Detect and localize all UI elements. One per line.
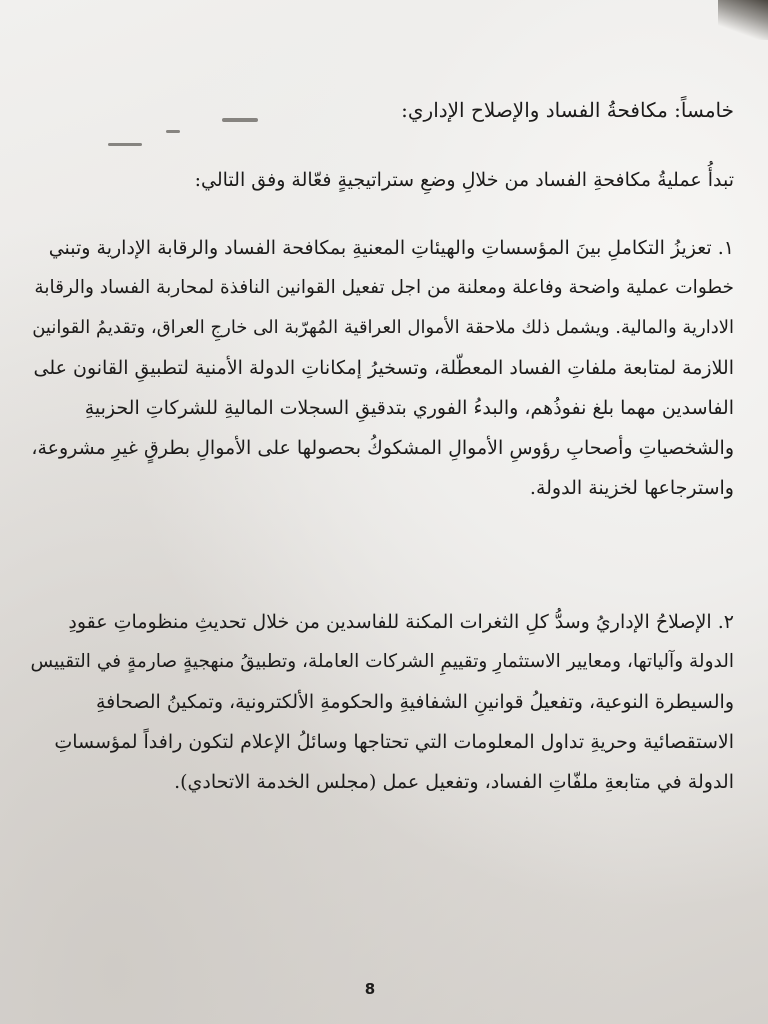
paragraph-line: الدولة وآلياتها، ومعايير الاستثمارِ وتقييمِ الشركات العاملة، وتطبيقُ منهجيةٍ صارمةٍ في التقييس bbox=[30, 651, 734, 672]
paragraph-line: والشخصياتِ وأصحابِ رؤوسِ الأموالِ المشكوكُ بحصولها على الأموالِ بطرقٍ غيرِ مشروعة، bbox=[31, 437, 734, 459]
paragraph-line: والسيطرة النوعية، وتفعيلُ قوانينِ الشفافيةِ والحكومةِ الألكترونية، وتمكينُ الصحافةِ bbox=[95, 691, 734, 713]
intro-paragraph bbox=[20, 160, 734, 200]
paragraph-line: الدولة في متابعةِ ملفّاتِ الفساد، وتفعيل عمل (مجلس الخدمة الاتحادي). bbox=[174, 771, 734, 793]
heading-line: خامساً: مكافحةُ الفساد والإصلاح الإداري: bbox=[401, 98, 734, 122]
paragraph-line: ٢. الإصلاحُ الإداريُ وسدُّ كلِ الثغرات المكنة للفاسدين من خلال تحديثِ منظوماتِ عقودِ bbox=[68, 611, 734, 633]
paragraph-2 bbox=[20, 602, 734, 802]
intro-line: تبدأُ عمليةُ مكافحةِ الفساد من خلالِ وضعِ ستراتيجيةٍ فعّالة وفق التالي: bbox=[194, 169, 734, 191]
paragraph-line: ١. تعزيزُ التكاملِ بينَ المؤسساتِ والهيئاتِ المعنيةِ بمكافحة الفساد والرقابة الإدارية وتبني bbox=[48, 237, 734, 259]
paragraph-line: اللازمة لمتابعة ملفاتِ الفساد المعطّلة، وتسخيرُ إمكاناتِ الدولة الأمنية لتطبيقِ القانون على bbox=[33, 357, 734, 379]
paragraph-line: واسترجاعها لخزينة الدولة. bbox=[529, 477, 734, 499]
paragraph-line: الاستقصائية وحريةِ تداول المعلومات التي تحتاجها وسائلُ الإعلام لتكون رافداً لمؤسساتِ bbox=[54, 731, 734, 753]
paragraph-1 bbox=[20, 228, 734, 508]
page-number: 8 bbox=[364, 980, 376, 998]
ink-smudge bbox=[108, 143, 142, 146]
page-corner-shadow bbox=[718, 0, 768, 40]
paragraph-line: خطوات عملية واضحة وفاعلة ومعلنة من اجل تفعيل القوانين النافذة لمحاربة الفساد والرقابة bbox=[34, 277, 734, 298]
paragraph-line: الفاسدين مهما بلغ نفوذُهم، والبدءُ الفوري بتدقيقِ السجلات الماليةِ للشركاتِ الحزبيةِ bbox=[84, 397, 734, 419]
paragraph-line: الادارية والمالية. ويشمل ذلك ملاحقة الأموال العراقية المُهرّبة الى خارجِ العراق، وتقديمُ القوانين bbox=[32, 317, 734, 338]
section-heading bbox=[20, 92, 734, 132]
